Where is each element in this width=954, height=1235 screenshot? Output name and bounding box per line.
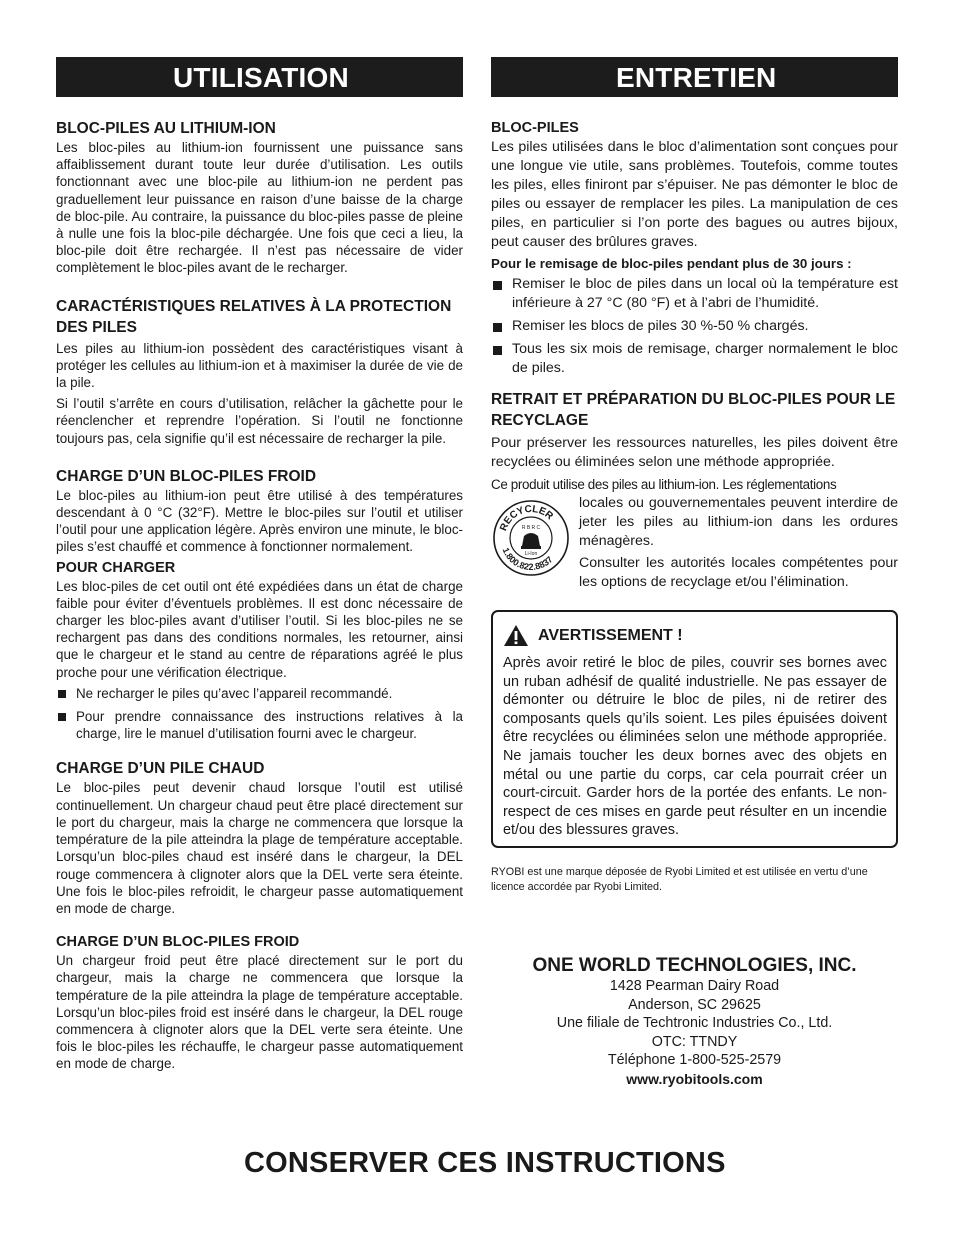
recycle-row (491, 494, 898, 592)
logo-top-text: RECYCLER (498, 503, 555, 533)
warning-text: Après avoir retiré le bloc de piles, couvrir ses bornes avec un ruban adhésif de qualité industrielle. Ne pas essayer de démonter ou détruire le bloc de piles, ni de retirer des composants quels qu’ils soient. Les piles épuisées doivent être recyclées ou éliminées selon une méthode appropriée. Ne jamais toucher les deux bornes avec des objets en métal ou une partie du corps, car cela pourrait créer un court-circuit. Garder hors de la portée des enfants. Le non-respect de ces mises en garde peut résulter en un incendie et/ou des blessures graves. (503, 655, 887, 839)
logo-letters: R B R C (521, 525, 541, 531)
section-title: POUR CHARGER (56, 559, 176, 576)
list-item: Pour prendre connaissance des instructions relatives à la charge, lire le manuel d’utilisation fourni avec le chargeur. (56, 708, 463, 742)
section-text: Ce produit utilise des piles au lithium-ion. Les réglementations (491, 477, 837, 492)
logo-chem-text: Li-Ion (524, 551, 538, 557)
list-item: Tous les six mois de remisage, charger normalement le bloc de piles. (491, 340, 898, 378)
company-name: ONE WORLD TECHNOLOGIES, INC. (532, 954, 857, 976)
section-text: Pour préserver les ressources naturelles, les piles doivent être recyclées ou éliminées selon une méthode appropriée. (491, 435, 898, 470)
list-item: Remiser les blocs de piles 30 %-50 % chargés. (491, 317, 898, 336)
section-title: BLOC-PILES (491, 120, 579, 136)
charge-bullet-list (56, 685, 463, 743)
company-address-line: 1428 Pearman Dairy Road (609, 977, 780, 994)
footer-title: CONSERVER CES INSTRUCTIONS (244, 1147, 726, 1179)
section-pour-charger (56, 559, 463, 743)
company-otc: OTC: TTNDY (651, 1033, 738, 1050)
company-info (491, 955, 898, 1088)
section-title: CHARGE D’UN BLOC-PILES FROID (56, 934, 300, 951)
left-column (56, 57, 463, 1073)
storage-bullet-list (491, 275, 898, 378)
section-charge-froid-2 (56, 933, 463, 1072)
section-title: BLOC-PILES AU LITHIUM-ION (56, 120, 276, 137)
utilisation-banner: UTILISATION (56, 57, 463, 97)
section-text: Consulter les autorités locales compétentes pour les options de recyclage et/ou l’élimination. (579, 555, 898, 590)
section-text: Les piles utilisées dans le bloc d’alimentation sont conçues pour une longue vie utile, sans problèmes. Toutefois, comme toutes les piles, elles finiront par s’épuiser. Ne pas démonter le bloc de piles ou essayer de remplacer les piles. La manipulation de ces piles, en particulier si l’on porte des bagues ou autres bijoux, peut causer des brûlures graves. (491, 139, 898, 250)
rbrc-recycler-logo (491, 494, 571, 592)
entretien-banner: ENTRETIEN (491, 57, 898, 97)
section-title: CHARGE D’UN BLOC-PILES FROID (56, 467, 317, 485)
right-column (491, 57, 898, 1088)
section-text: Un chargeur froid peut être placé directement sur le port du chargeur, mais la charge ne commencera que lorsque la température de la pile atteindra la plage de température acceptable. Lorsqu’un bloc-piles froid est inséré dans le chargeur, la DEL rouge commencera à clignoter alors que la DEL verte sera éteinte. Une fois le bloc-piles les réchauffe, le chargeur passe automatiquement en mode de charge. (56, 953, 463, 1072)
section-text: locales ou gouvernementales peuvent interdire de jeter les piles au lithium-ion dans les ordures ménagères. (579, 495, 898, 549)
storage-title: Pour le remisage de bloc-piles pendant plus de 30 jours : (491, 256, 852, 271)
warning-triangle-icon (503, 624, 529, 647)
section-recyclage (491, 389, 898, 592)
company-phone: Téléphone 1-800-525-2579 (607, 1052, 782, 1069)
section-title: RETRAIT ET PRÉPARATION DU BLOC-PILES POUR LE RECYCLAGE (491, 391, 896, 429)
company-address-line: Anderson, SC 29625 (628, 996, 761, 1013)
company-subsidiary: Une filiale de Techtronic Industries Co., Ltd. (556, 1015, 833, 1032)
warning-title: AVERTISSEMENT ! (538, 626, 683, 644)
rbrc-seal-icon (491, 498, 571, 578)
section-lithium-ion (56, 118, 463, 277)
section-text: Les bloc-piles au lithium-ion fournissent une puissance sans affaiblissement durant toute leur durée d’utilisation. Les outils fonctionnant avec une bloc-pile au lithium-ion ne perdent pas graduellement leur puissance en raison d’une baisse de la charge de bloc-pile. Au contraire, la puissance du bloc-piles passe de pleine à nulle une fois la bloc-pile déchargée. Une fois que ceci a lieu, la bloc-pile doit être rechargée. Il n’est pas nécessaire de vider complètement le bloc-piles avant de le recharger. (56, 140, 463, 276)
section-charge-froid (56, 466, 463, 556)
section-title: CHARGE D’UN PILE CHAUD (56, 760, 265, 778)
company-website: www.ryobitools.com (626, 1070, 763, 1087)
section-text: Si l’outil s’arrête en cours d’utilisation, relâcher la gâchette pour le réenclencher et reprendre l’opération. Si l’outil ne fonctionne toujours pas, cela signifie qu’il est nécessaire de recharger la pile. (56, 396, 463, 446)
list-item: Ne recharger le piles qu’avec l’appareil recommandé. (56, 685, 463, 702)
section-protection (56, 296, 463, 447)
section-text: Le bloc-piles peut devenir chaud lorsque l’outil est utilisé continuellement. Un chargeur chaud peut être placé directement sur le port du chargeur, mais la charge ne commencera que lorsque la température de la pile atteindra la plage de température acceptable. Lorsqu’un bloc-piles chaud est inséré dans le chargeur, la DEL rouge commencera à clignoter alors que la DEL verte sera éteinte. Une fois le bloc-piles refroidit, le chargeur passe automatiquement en mode de charge. (56, 780, 463, 916)
section-text: Les piles au lithium-ion possèdent des caractéristiques visant à protéger les cellules au lithium-ion et à maximiser la durée de vie de la pile. (56, 340, 463, 391)
trademark-notice: RYOBI est une marque déposée de Ryobi Limited et est utilisée en vertu d’une licence accordée par Ryobi Limited. (491, 865, 868, 893)
logo-phone-text: 1.800.822.8837 (500, 546, 555, 573)
section-title: CARACTÉRISTIQUES RELATIVES À LA PROTECTION DES PILES (56, 297, 452, 336)
list-item: Remiser le bloc de piles dans un local où la température est inférieure à 27 °C (80 °F) et à l’abri de l’humidité. (491, 275, 898, 313)
warning-header (503, 624, 887, 647)
recycle-text (579, 494, 898, 592)
warning-box (491, 610, 898, 848)
section-bloc-piles (491, 119, 898, 378)
section-charge-chaud (56, 758, 463, 917)
section-text: Le bloc-piles au lithium-ion peut être utilisé à des températures descendant à 0 °C (32°F). Mettre le bloc-piles sur l’outil et utiliser l’outil pour une application légère. Après environ une minute, le bloc-piles s’est chauffé et commence à fonctionner normalement. (56, 487, 463, 555)
section-text: Les bloc-piles de cet outil ont été expédiées dans un état de charge faible pour éviter d’éventuels problèmes. Il est donc nécessaire de charger les bloc-piles avant d’utiliser l’outil. Si les bloc-piles ne se rechargent pas dans des conditions normales, les retourner, ainsi que le chargeur et le stand au centre de réparations agréé le plus proche pour une vérification électrique. (56, 578, 463, 680)
